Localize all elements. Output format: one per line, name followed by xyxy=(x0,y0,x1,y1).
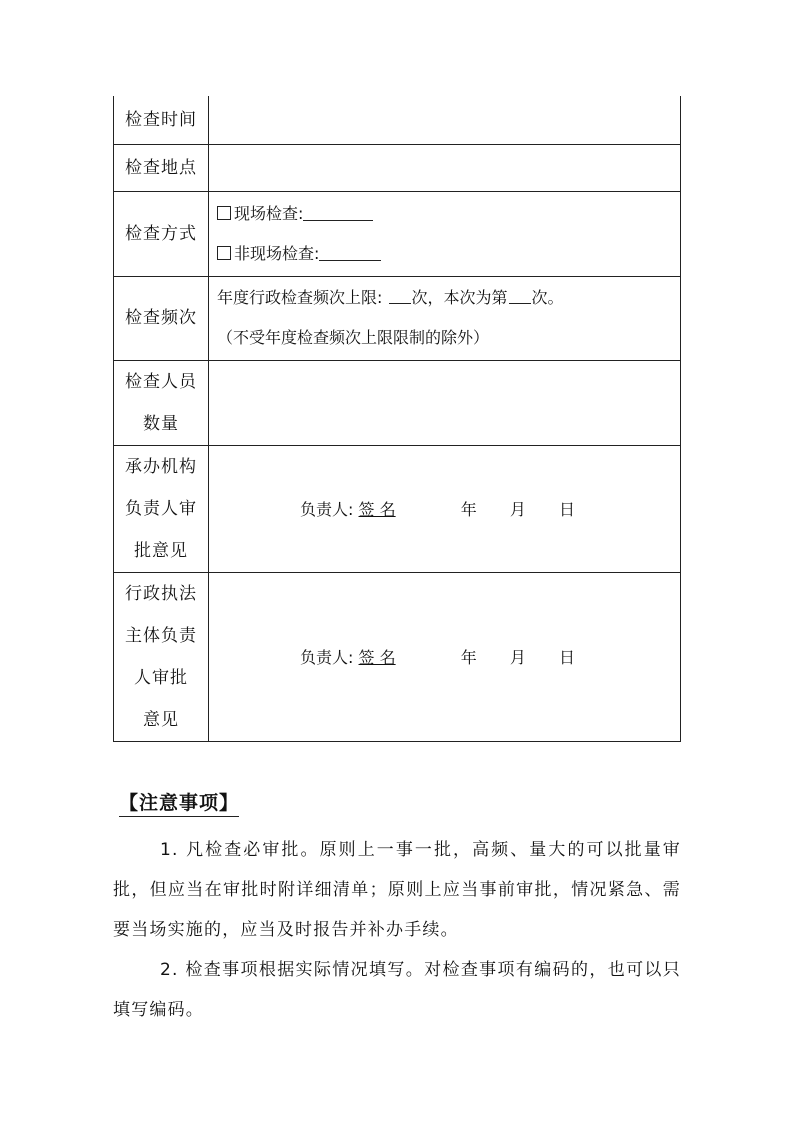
inspection-time-field[interactable] xyxy=(209,96,681,144)
label-line: 行政执法 xyxy=(125,583,197,604)
inspector-count-field[interactable] xyxy=(209,360,681,445)
agency-year: 年 xyxy=(460,500,477,519)
agency-month: 月 xyxy=(509,500,526,519)
notes-title: 【注意事项】 xyxy=(119,790,239,817)
label-line: 人审批 xyxy=(134,667,188,688)
label-inspector-count xyxy=(114,360,209,445)
row-inspection-method xyxy=(114,191,681,276)
frequency-line xyxy=(217,278,680,318)
agency-signature[interactable]: 签 名 xyxy=(358,500,396,519)
label-line: 数量 xyxy=(143,413,179,434)
row-subject-approval xyxy=(114,572,681,741)
label-inspection-place: 检查地点 xyxy=(114,144,209,191)
frequency-current-blank[interactable] xyxy=(509,289,531,304)
row-inspector-count xyxy=(114,360,681,445)
offsite-label: 非现场检查: xyxy=(234,243,320,263)
row-inspection-place xyxy=(114,144,681,191)
label-line: 检查人员 xyxy=(125,371,197,392)
label-inspection-time: 检查时间 xyxy=(114,96,209,144)
frequency-limit-blank[interactable] xyxy=(389,289,411,304)
row-inspection-frequency xyxy=(114,276,681,360)
label-inspection-method: 检查方式 xyxy=(114,191,209,276)
label-line: 承办机构 xyxy=(125,456,197,477)
onsite-checkbox[interactable] xyxy=(217,206,231,220)
frequency-text-c: 次。 xyxy=(531,288,564,307)
subject-signer-label: 负责人: xyxy=(300,648,354,667)
label-line: 意见 xyxy=(143,709,179,730)
row-agency-approval xyxy=(114,445,681,572)
agency-day: 日 xyxy=(558,500,575,519)
subject-year: 年 xyxy=(460,648,477,667)
label-subject-approval xyxy=(114,572,209,741)
subject-month: 月 xyxy=(509,648,526,667)
label-agency-approval xyxy=(114,445,209,572)
offsite-option xyxy=(217,234,680,274)
offsite-underline[interactable] xyxy=(319,244,381,261)
subject-signature[interactable]: 签 名 xyxy=(358,648,396,667)
agency-approval-cell[interactable] xyxy=(209,445,681,572)
offsite-checkbox[interactable] xyxy=(217,246,231,260)
note-item-2: 2. 检查事项根据实际情况填写。对检查事项有编码的，也可以只填写编码。 xyxy=(113,960,681,1020)
frequency-text-a: 年度行政检查频次上限: xyxy=(217,288,383,307)
agency-signer-label: 负责人: xyxy=(300,500,354,519)
frequency-text-b: 次，本次为第 xyxy=(411,288,508,307)
notes-body xyxy=(113,830,681,1030)
inspection-method-cell xyxy=(209,191,681,276)
subject-day: 日 xyxy=(558,648,575,667)
onsite-option xyxy=(217,194,680,234)
subject-approval-cell[interactable] xyxy=(209,572,681,741)
label-line: 主体负责 xyxy=(125,625,197,646)
inspection-form-table xyxy=(113,96,681,742)
note-item-1: 1. 凡检查必审批。原则上一事一批，高频、量大的可以批量审批，但应当在审批时附详细清单；原则上应当事前审批，情况紧急、需要当场实施的，应当及时报告并补办手续。 xyxy=(113,840,681,940)
row-inspection-time xyxy=(114,96,681,144)
label-line: 负责人审 xyxy=(125,498,197,519)
inspection-place-field[interactable] xyxy=(209,144,681,191)
onsite-label: 现场检查: xyxy=(234,203,304,223)
label-inspection-frequency: 检查频次 xyxy=(114,276,209,360)
frequency-note: （不受年度检查频次上限限制的除外） xyxy=(217,328,490,347)
label-line: 批意见 xyxy=(134,540,188,561)
inspection-frequency-cell xyxy=(209,276,681,360)
onsite-underline[interactable] xyxy=(303,204,373,221)
